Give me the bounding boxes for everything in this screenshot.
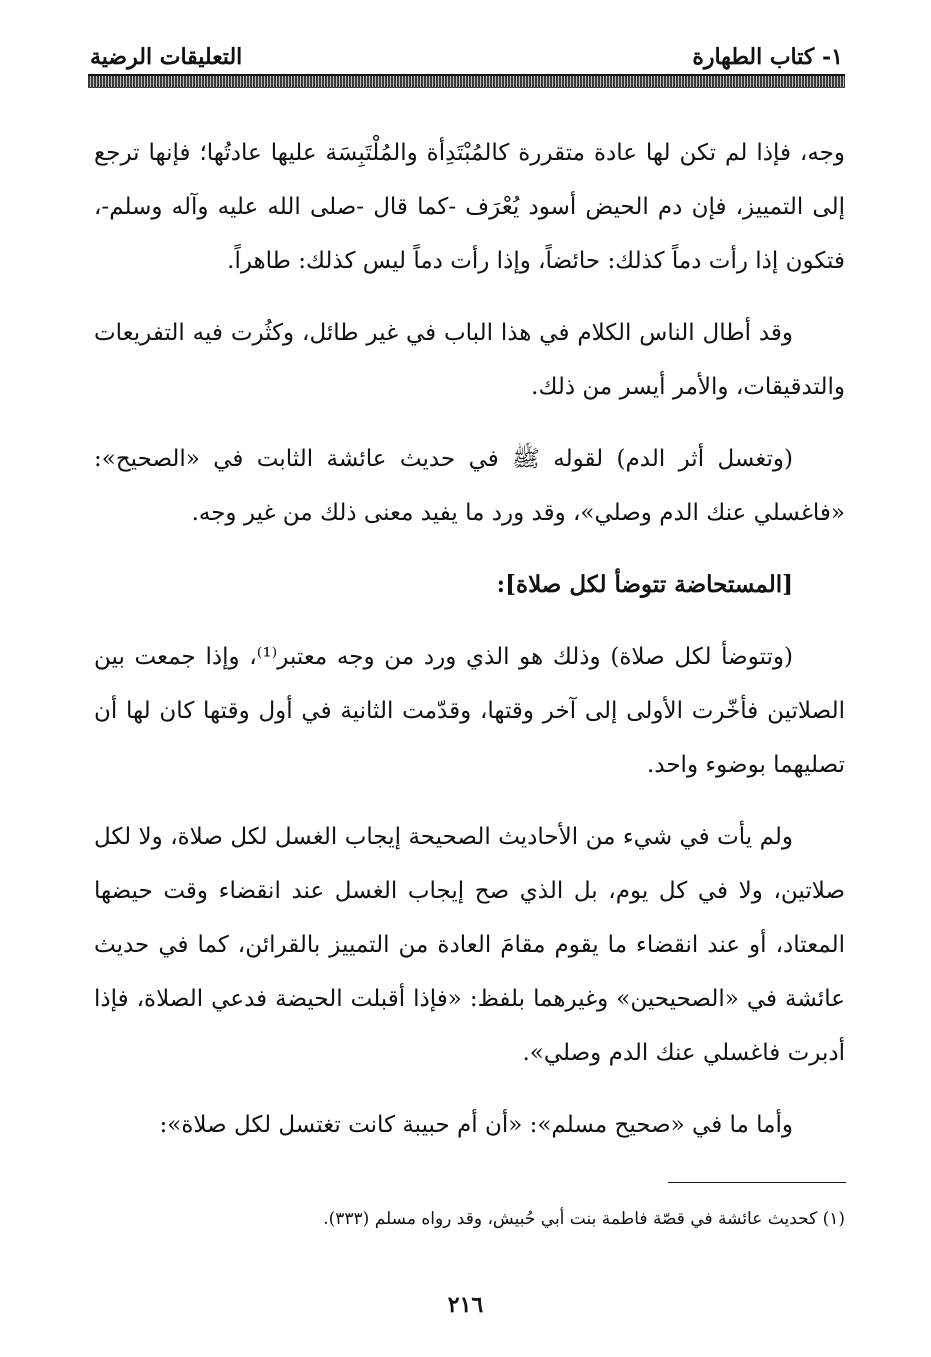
main-text: [94, 126, 845, 1170]
section-heading: [المستحاضة تتوضأ لكل صلاة]:: [496, 571, 793, 598]
paragraph: وأما ما في «صحيح مسلم»: «أن أم حبيبة كانت تغتسل لكل صلاة»:: [159, 1112, 793, 1138]
paragraph: (وتتوضأ لكل صلاة) وذلك هو الذي ورد من وجه معتبر⁽¹⁾، وإذا جمعت بين الصلاتين فأخّرت الأولى إلى آخر وقتها، وقدّمت الثانية في أول وقتها كان لها أن تصليهما بوضوء واحد.: [94, 644, 845, 778]
paragraph: وقد أطال الناس الكلام في هذا الباب في غير طائل، وكثُرت فيه التفريعات والتدقيقات، والأمر أيسر من ذلك.: [94, 320, 845, 400]
footnote-divider: [668, 1182, 846, 1183]
book-title: التعليقات الرضية: [90, 44, 243, 70]
header-divider: [88, 74, 845, 88]
page-number: ٢١٦: [447, 1292, 484, 1318]
running-header: [90, 38, 843, 70]
paragraph: ولم يأت في شيء من الأحاديث الصحيحة إيجاب الغسل لكل صلاة، ولا لكل صلاتين، ولا في كل يوم، بل الذي صح إيجاب الغسل عند انقضاء وقت حيضها المعتاد، أو عند انقضاء ما يقوم مقامَ العادة من التمييز بالقرائن، كما في حديث عائشة في «الصحيحين» وغيرهما بلفظ: «فإذا أقبلت الحيضة فدعي الصلاة، فإذا أدبرت فاغسلي عنك الدم وصلي».: [94, 824, 845, 1066]
paragraph: (وتغسل أثر الدم) لقوله ﷺ في حديث عائشة الثابت في «الصحيح»: «فاغسلي عنك الدم وصلي»، وقد ورد ما يفيد معنى ذلك من غير وجه.: [94, 446, 845, 526]
paragraph: وجه، فإذا لم تكن لها عادة متقررة كالمُبْتَدِأة والمُلْتَبِسَة عليها عادتُها؛ فإنها ترجع إلى التمييز، فإن دم الحيض أسود يُعْرَف -كما قال -صلى الله عليه وآله وسلم-، فتكون إذا رأت دماً كذلك: حائضاً، وإذا رأت دماً ليس كذلك: طاهراً.: [94, 140, 845, 274]
chapter-title: ١- كتاب الطهارة: [692, 44, 843, 70]
footnote: (١) كحديث عائشة في قصّة فاطمة بنت أبي حُبيش، وقد رواه مسلم (٣٣٣).: [323, 1209, 845, 1229]
